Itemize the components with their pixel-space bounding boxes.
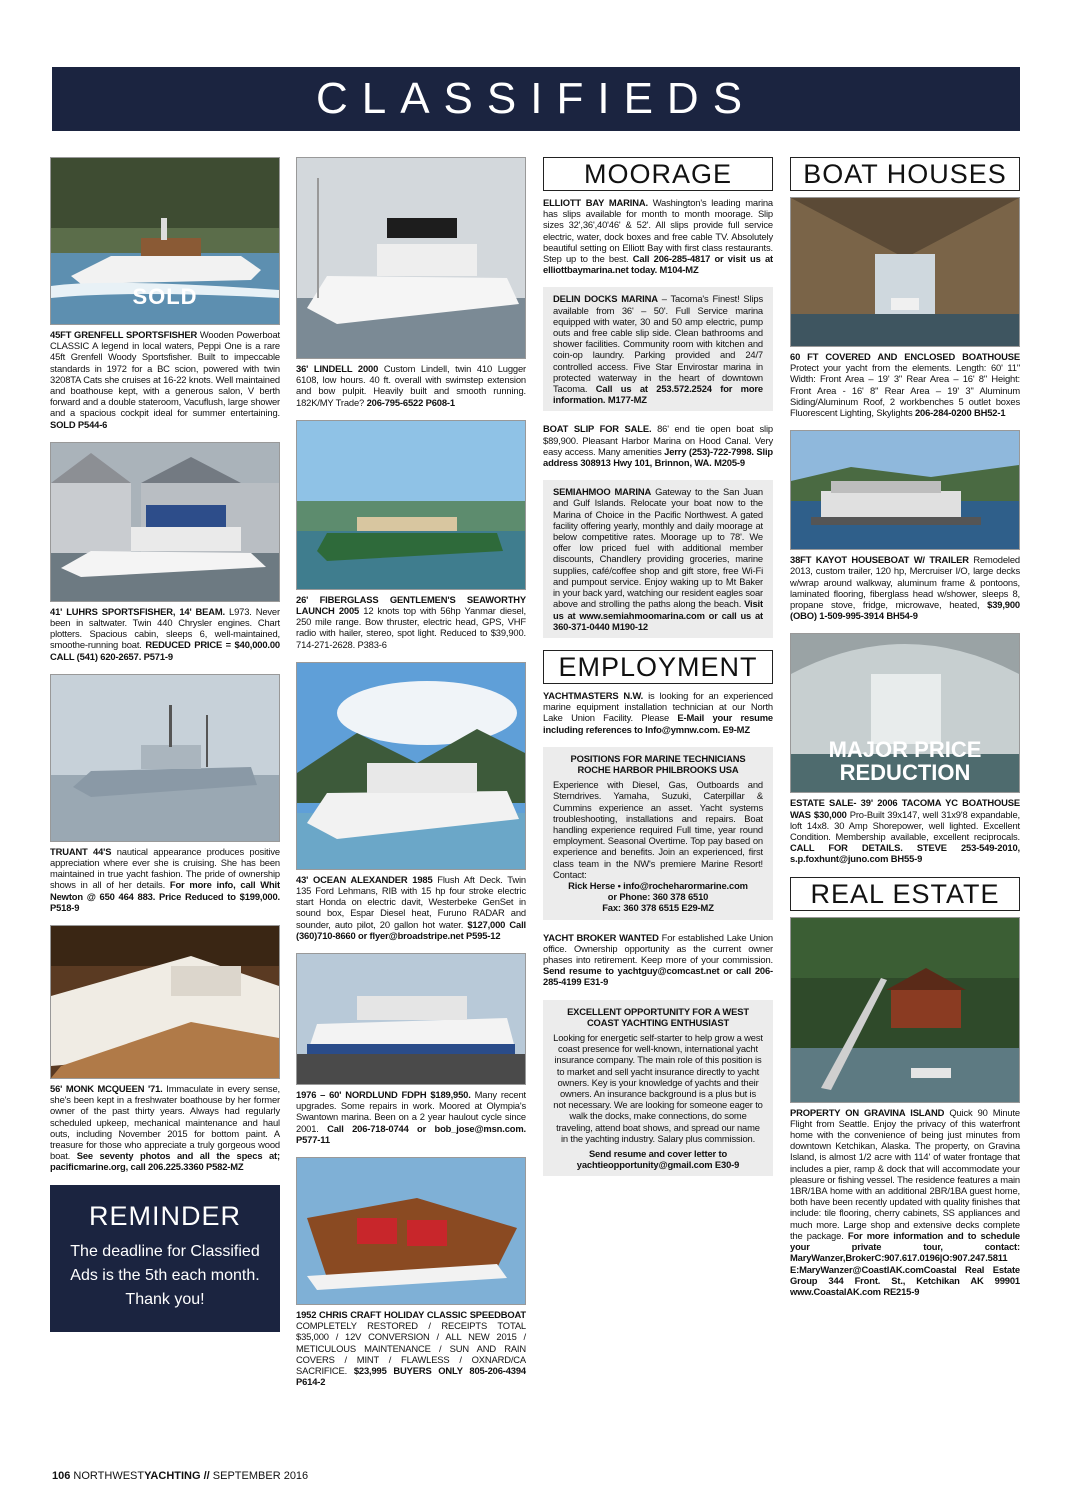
magazine-name-1: NORTHWEST bbox=[73, 1470, 145, 1482]
ad-luhrs: 41' LUHRS SPORTSFISHER, 14' BEAM. L973. Never been in saltwater. Twin 440 Chrysler engines. Chart plotters. Spacious cabin, sleeps 6, well-maintained, smoothe-running boat. REDUCED PRICE = $40,000.00 CALL (541) 620-2657. P571-9 bbox=[50, 605, 280, 662]
photo-kayot-houseboat bbox=[790, 430, 1020, 550]
sold-label: SOLD bbox=[132, 284, 198, 309]
photo-ocean-alexander bbox=[296, 662, 526, 870]
page-number: 106 bbox=[52, 1470, 71, 1482]
magazine-name-2: YACHTING bbox=[144, 1470, 201, 1482]
section-moorage: MOORAGE bbox=[543, 157, 773, 191]
column-2 bbox=[296, 157, 526, 1399]
ad-chris-craft: 1952 CHRIS CRAFT HOLIDAY CLASSIC SPEEDBOAT COMPLETELY RESTORED / RECEIPTS TOTAL $35,000 / 12V CONVERSION / ALL NEW 2015 / METICULOUS MAINTENANCE / SUN AND RAIN COVERS / MINT / FLAWLESS / OXNARD/CA SACRIFICE. $23,995 BUYERS ONLY 805-206-4394 P614-2 bbox=[296, 1309, 526, 1388]
reminder-title: REMINDER bbox=[88, 1200, 241, 1231]
issue-date: SEPTEMBER 2016 bbox=[212, 1470, 309, 1482]
ad-grenfell: 45FT GRENFELL SPORTSFISHER Wooden Powerboat CLASSIC A legend in local waters, Peppi One is a rare 45ft Grenfell Woody Sportsfisher. Built to impeccable standards in 1972 for a BC scion, powered with twin 3208TA Cats she cruises at 16-22 knots. Well maintained and boathouse kept, with a generous salon, V berth forward and a double stateroom, Vacuflush, large shower and a spacious cockpit ideal for summer entertaining. SOLD P544-6 bbox=[50, 329, 280, 430]
section-boat-houses: BOAT HOUSES bbox=[790, 157, 1020, 191]
column-3 bbox=[543, 157, 773, 1188]
section-employment: EMPLOYMENT bbox=[543, 650, 773, 684]
ad-boat-slip: BOAT SLIP FOR SALE. 86' end tie open boat slip $89,900. Pleasant Harbor Marina on Hood Canal. Very easy access. Many amenities Jerry (253)-722-7998. Slip address 308913 Hwy 101, Brinnon, WA. M205-9 bbox=[543, 423, 773, 469]
ad-kayot-houseboat: 38FT KAYOT HOUSEBOAT W/ TRAILER Remodeled 2013, custom trailer, 120 hp, Mercruiser I/O, large decks w/wrap around walkway, aluminum frame & pontoons, laminated flooring, fiberglass head w/shower, sleeps 8, propane stove, fridge, microwave, heated, $39,900 (OBO) 1-509-995-3914 BH54-9 bbox=[790, 554, 1020, 622]
photo-fiberglass-launch bbox=[296, 420, 526, 590]
photo-luhrs-sportsfisher bbox=[50, 442, 280, 602]
ad-semiahmoo: SEMIAHMOO MARINA Gateway to the San Juan and Gulf Islands. Relocate your boat now to the Marina of Choice in the Pacific Northwest. A gated facility offering yearly, monthly and daily moorage at below competitive rates. Moorage up to 78'. We offer low priced fuel with additional member discounts, Chandlery providing groceries, marine supplies, café/coffee shop and gift store, free Wi-Fi and pumpout service. Enjoy waking up to Mt Baker in your back yard, watching our resident eagles soar above and strolling the paths along the beach. Visit us at www.semiahmoomarina.com or call us at 360-371-0440 M190-12 bbox=[543, 480, 773, 638]
ad-covered-boathouse: 60 FT COVERED AND ENCLOSED BOATHOUSE Protect your yacht from the elements. Length: 60' 11" Width: Front Area – 19' 3" Rear Area – 16' 8" Height: Front Area - 16' 8" Rear Area – 19' 3" Aluminum Siding/Aluminum Roof, 2 workbenches 5 outlet boxes Fluorescent Lighting, Skylights 206-284-0200 BH52-1 bbox=[790, 351, 1020, 419]
photo-chris-craft bbox=[296, 1157, 526, 1305]
ad-roche-harbor: POSITIONS FOR MARINE TECHNICIANS ROCHE HARBOR PHILBROOKS USA Experience with Diesel, Gas, Outboards and Sterndrives. Yamaha, Suzuki, Caterpillar & Cummins experience an asset. Yacht systems troubleshooting, installations and repairs. Boat handling experience required Full time, year round employment. Seasonal Overtime. Top pay based on experience and benefits. Join an experienced, first class team in the NW's premiere Marine Resort! Contact: Rick Herse • info@rocheharormarine.com or Phone: 360 378 6510 Fax: 360 378 6515 E29-MZ bbox=[543, 747, 773, 920]
page-footer bbox=[52, 1470, 308, 1482]
photo-nordlund bbox=[296, 953, 526, 1085]
column-4 bbox=[790, 157, 1020, 1309]
photo-truant bbox=[50, 674, 280, 842]
ad-gravina-island: PROPERTY ON GRAVINA ISLAND Quick 90 Minute Flight from Seattle. Enjoy the privacy of this waterfront home with the convenience of being just minutes from downtown Ketchikan, Alaska. The property, on Gravina Island, is almost 1/2 acre with 114' of water frontage that includes a pier, ramp & dock that will accommodate your pleasure or fishing vessel. The residence features a main 1BR/1BA home with an additional 2BR/1BA guest home, both have been recently updated with quality finishes that include: tile flooring, cherry cabinets, SS appliances and much more. Large shop and extensive decks complete the package. For more information and to schedule your private tour, contact: MaryWanzer,BrokerC:907.617.0196|O:907.247.5811 E:MaryWanzer@CoastlAK.comCoastal Real Estate Group 344 Front. St., Ketchikan AK 99901 www.CoastalAK.com RE215-9 bbox=[790, 1106, 1020, 1297]
photo-grenfell-sportsfisher bbox=[50, 157, 280, 325]
ad-west-coast-opportunity: EXCELLENT OPPORTUNITY FOR A WEST COAST YACHTING ENTHUSIAST Looking for energetic self-starter to help grow a west coast presence for well-known, international yacht insurance company. The main role of this position is to market and sell yacht insurance directly to yacht owners. Key is your knowledge of yachts and their owners. An insurance background is a plus but is not necessary. We are looking for someone eager to walk the docks, make connections, do some traveling, attend boat shows, and spread our name in the yachting industry. Salary plus commission. Send resume and cover letter to yachtieopportunity@gmail.com E30-9 bbox=[543, 1000, 773, 1177]
ad-estate-sale-boathouse: ESTATE SALE- 39' 2006 TACOMA YC BOATHOUSE WAS $30,000 Pro-Built 39x147, well 31x9'8 expandable, loft 14x8. 30 Amp Shorepower, well lighted. Excellent Condition. Membership available, excellent reciprocals. CALL FOR DETAILS. STEVE 253-549-2010, s.p.foxhunt@juno.com BH55-9 bbox=[790, 797, 1020, 865]
ad-monk-mcqueen: 56' MONK MCQUEEN '71. Immaculate in every sense, she's been kept in a freshwater boathouse by her former owner of the past thirty years. Always had regularly scheduled upkeep, mechanical maintenance and haul outs, including November 2015 for bottom paint. A treasure for those who appreciate a truly gorgeous wood boat. See seventy photos and all the specs at; pacificmarine.org, call 206.225.3360 P582-MZ bbox=[50, 1083, 280, 1173]
photo-covered-boathouse bbox=[790, 197, 1020, 347]
photo-monk-mcqueen bbox=[50, 925, 280, 1079]
ad-fiberglass-launch: 26' FIBERGLASS GENTLEMEN'S SEAWORTHY LAUNCH 2005 12 knots top with 56hp Yanmar diesel, 250 mile range. Bow thruster, electric head, GPS, VHF radio with hailer, stereo, spot light. Reduced to $39,900. 714-271-2628. P383-6 bbox=[296, 593, 526, 650]
footer-separator: // bbox=[203, 1470, 210, 1482]
ad-elliott-bay: ELLIOTT BAY MARINA. Washington's leading marina has slips available for month to month moorage. Slip sizes 32',36',40'46' & 52'. All slips provide full service electric, water, dock boxes and free cable TV. Absolutely beautiful setting on Elliott Bay with first class restaurants. Step up to the best. Call 206-285-4817 or visit us at elliottbaymarina.net today. M104-MZ bbox=[543, 197, 773, 276]
ad-lindell: 36' LINDELL 2000 Custom Lindell, twin 410 Lugger 6108, low hours. 40 ft. overall with swimstep extension and bow pulpit. Heavily built and smooth running. 182K/MY Trade? 206-795-6522 P608-1 bbox=[296, 363, 526, 408]
ad-delin-docks: DELIN DOCKS MARINA – Tacoma's Finest! Slips available from 36' – 50'. Full Service marina equipped with water, 30 and 50 amp electric, pump outs and free cable slip side. Clean bathrooms and shower facilities. Community room with kitchen and coin-op laundry. Parking provided and 24/7 controlled access. Five Star Envirostar marina in protected waterway in the heart of downtown Tacoma. Call us at 253.572.2524 for more information. M177-MZ bbox=[543, 287, 773, 411]
photo-tacoma-boathouse bbox=[790, 633, 1020, 793]
section-real-estate: REAL ESTATE bbox=[790, 877, 1020, 911]
major-price-reduction: MAJOR PRICE REDUCTION bbox=[828, 737, 982, 786]
reminder-body: The deadline for Classified Ads is the 5th each month. Thank you! bbox=[70, 1242, 260, 1308]
photo-gravina-island bbox=[790, 917, 1020, 1103]
ad-ocean-alexander: 43' OCEAN ALEXANDER 1985 Flush Aft Deck. Twin 135 Ford Lehmans, RIB with 15 hp four stroke electric start Honda on electric davit, Westerbeke GenSet in sound box, Espar Diesel heat, Furuno RADAR and sounder, auto pilot, 20 gallon hot water. $127,000 Call (360)710-8660 or flyer@broadstripe.net P595-12 bbox=[296, 873, 526, 941]
ad-nordlund: 1976 – 60' NORDLUND FDPH $189,950. Many recent upgrades. Some repairs in work. Moored at Olympia's Swantown marina. Been on a 2 year haulout cycle since 2001. Call 206-718-0744 or bob_jose@msn.com. P577-11 bbox=[296, 1089, 526, 1145]
page-title: CLASSIFIEDS bbox=[52, 67, 1020, 131]
reminder-box bbox=[50, 1185, 280, 1332]
column-1 bbox=[50, 157, 280, 1332]
ad-yachtmasters: YACHTMASTERS N.W. is looking for an experienced marine equipment installation technician at our North Lake Union Facility. Please E-Mail your resume including references to Info@ymnw.com. E9-MZ bbox=[543, 689, 773, 735]
ad-yacht-broker: YACHT BROKER WANTED For established Lake Union office. Ownership opportunity as the current owner phases into retirement. Keep more of your commission. Send resume to yachtguy@comcast.net or call 206-285-4199 E31-9 bbox=[543, 931, 773, 988]
photo-lindell bbox=[296, 157, 526, 359]
ad-truant: TRUANT 44'S nautical appearance produces positive appreciation where ever she is cruising. She has been maintained in true yacht fashion. The pride of ownership shows in all of her details. For more info, call Whit Newton @ 650 464 883. Price Reduced to $199,000. P518-9 bbox=[50, 845, 280, 913]
